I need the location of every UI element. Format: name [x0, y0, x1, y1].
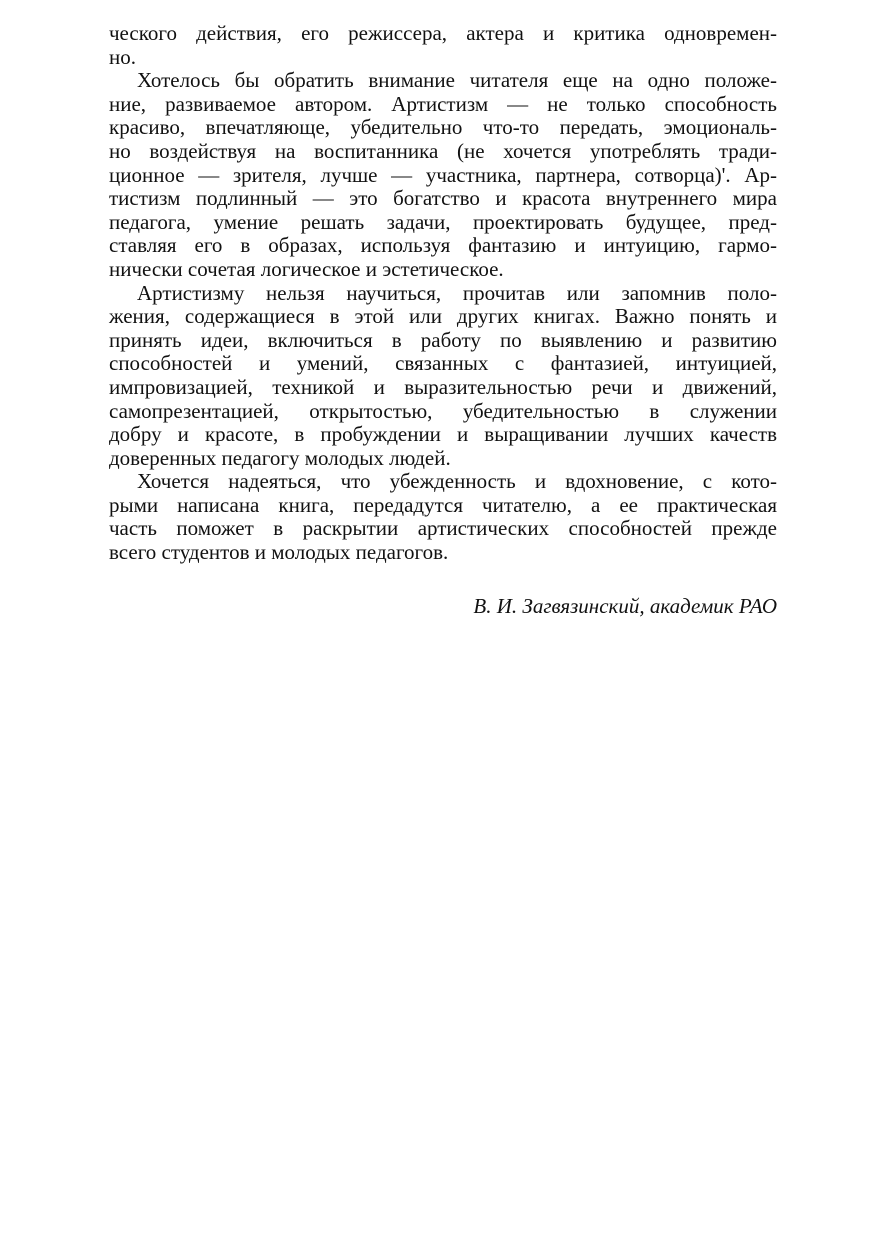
text-line: педагога, умение решать задачи, проектировать будущее, пред-	[109, 209, 777, 234]
text-line: нически сочетая логическое и эстетическое.	[109, 256, 504, 281]
text-line: но воздействуя на воспитанника (не хочется употреблять тради-	[109, 138, 777, 163]
paragraph-3	[109, 282, 777, 471]
text-line: Хотелось бы обратить внимание читателя еще на одно положе-	[137, 68, 777, 93]
text-line: принять идеи, включиться в работу по выявлению и развитию	[109, 327, 777, 352]
paragraph-4	[109, 470, 777, 564]
paragraph-1	[109, 22, 777, 69]
text-line: тистизм подлинный — это богатство и красота внутреннего мира	[109, 186, 777, 211]
text-line: всего студентов и молодых педагогов.	[109, 540, 449, 565]
text-line: импровизацией, техникой и выразительностью речи и движений,	[109, 374, 777, 399]
text-line: ческого действия, его режиссера, актера и критика одновремен-	[109, 21, 777, 45]
text-line: Хочется надеяться, что убежденность и вдохновение, с кото-	[137, 469, 777, 494]
text-line: ционное — зрителя, лучше — участника, партнера, сотворца)'. Ар-	[109, 162, 777, 187]
text-line: но.	[109, 44, 136, 69]
text-line: ние, развиваемое автором. Артистизм — не только способность	[109, 91, 777, 116]
text-line: Артистизму нельзя научиться, прочитав или запомнив поло-	[137, 280, 777, 305]
text-line: красиво, впечатляюще, убедительно что-то передать, эмоциональ-	[109, 115, 777, 140]
text-line: добру и красоте, в пробуждении и выращивании лучших качеств	[109, 422, 777, 447]
text-line: часть поможет в раскрытии артистических способностей прежде	[109, 516, 777, 541]
text-line: рыми написана книга, передадутся читателю, а ее практическая	[109, 492, 777, 517]
text-line: способностей и умений, связанных с фантазией, интуицией,	[109, 351, 777, 376]
author-signature: В. И. Загвязинский, академик РАО	[473, 594, 777, 618]
paragraph-2	[109, 69, 777, 281]
text-line: самопрезентацией, открытостью, убедительностью в служении	[109, 398, 777, 423]
text-line: ставляя его в образах, используя фантазию и интуицию, гармо-	[109, 233, 777, 258]
text-line: жения, содержащиеся в этой или других книгах. Важно понять и	[109, 304, 777, 329]
text-line: доверенных педагогу молодых людей.	[109, 445, 451, 470]
document-body	[109, 22, 777, 565]
